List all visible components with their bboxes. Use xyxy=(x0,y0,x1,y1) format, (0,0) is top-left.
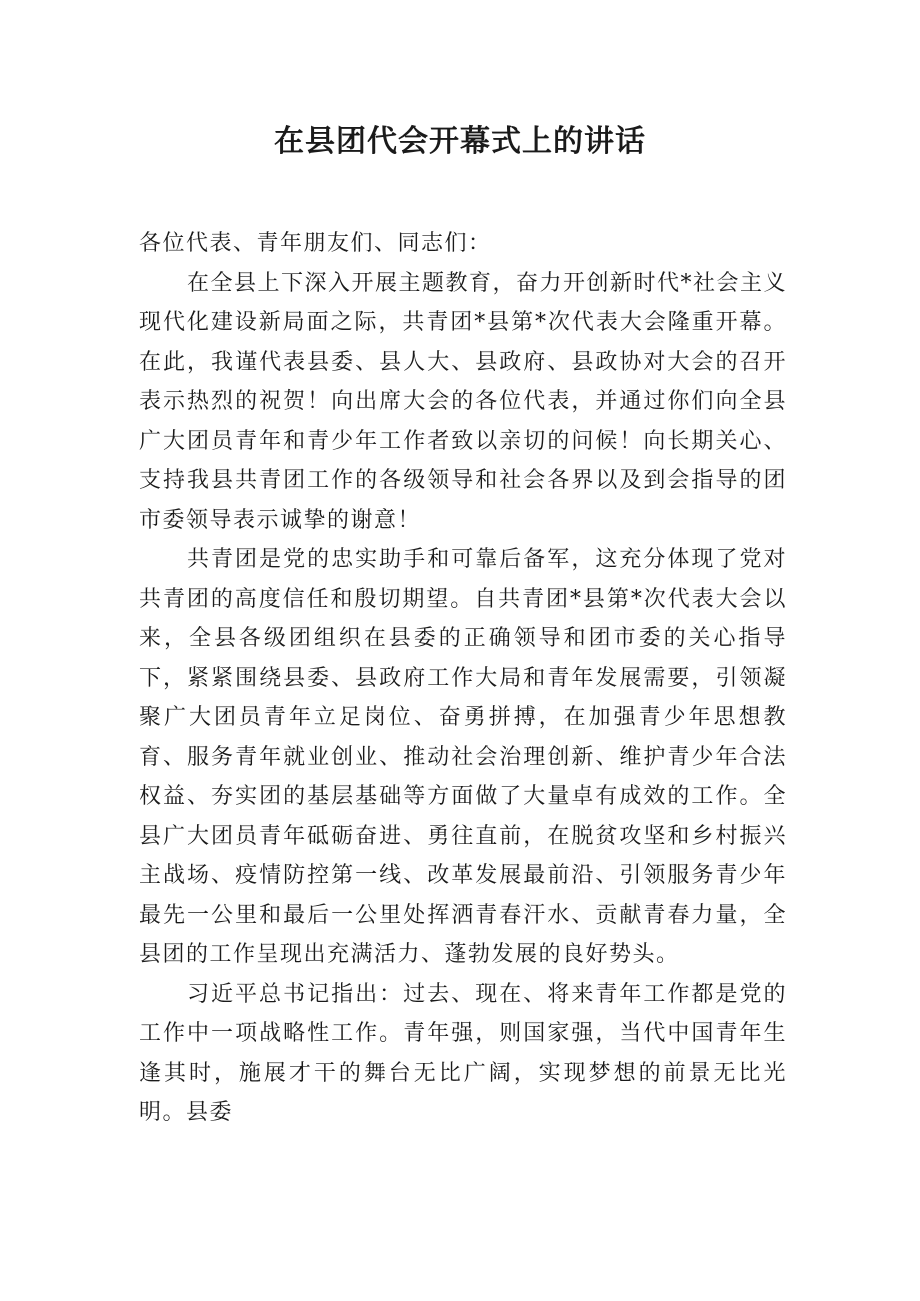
paragraph-1: 在全县上下深入开展主题教育，奋力开创新时代*社会主义现代化建设新局面之际，共青团*县第*次代表大会隆重开幕。在此，我谨代表县委、县人大、县政府、县政协对大会的召开表示热烈的祝贺！向出席大会的各位代表，并通过你们向全县广大团员青年和青少年工作者致以亲切的问候！向长期关心、支持我县共青团工作的各级领导和社会各界以及到会指导的团市委领导表示诚挚的谢意！ xyxy=(139,270,788,533)
document-title: 在县团代会开幕式上的讲话 xyxy=(274,124,646,159)
paragraph-3: 习近平总书记指出：过去、现在、将来青年工作都是党的工作中一项战略性工作。青年强，则国家强，当代中国青年生逢其时，施展才干的舞台无比广阔，实现梦想的前景无比光明。县委 xyxy=(139,981,787,1125)
paragraph-2: 共青团是党的忠实助手和可靠后备军，这充分体现了党对共青团的高度信任和殷切期望。自共青团*县第*次代表大会以来，全县各级团组织在县委的正确领导和团市委的关心指导下，紧紧围绕县委、县政府工作大局和青年发展需要，引领凝聚广大团员青年立足岗位、奋勇拼搏，在加强青少年思想教育、服务青年就业创业、推动社会治理创新、维护青少年合法权益、夯实团的基层基础等方面做了大量卓有成效的工作。全县广大团员青年砥砺奋进、勇往直前，在脱贫攻坚和乡村振兴主战场、疫情防控第一线、改革发展最前沿、引领服务青少年最先一公里和最后一公里处挥洒青春汗水、贡献青春力量，全县团的工作呈现出充满活力、蓬勃发展的良好势头。 xyxy=(139,547,787,967)
document-body xyxy=(139,224,787,1133)
salutation: 各位代表、青年朋友们、同志们： xyxy=(139,231,492,256)
